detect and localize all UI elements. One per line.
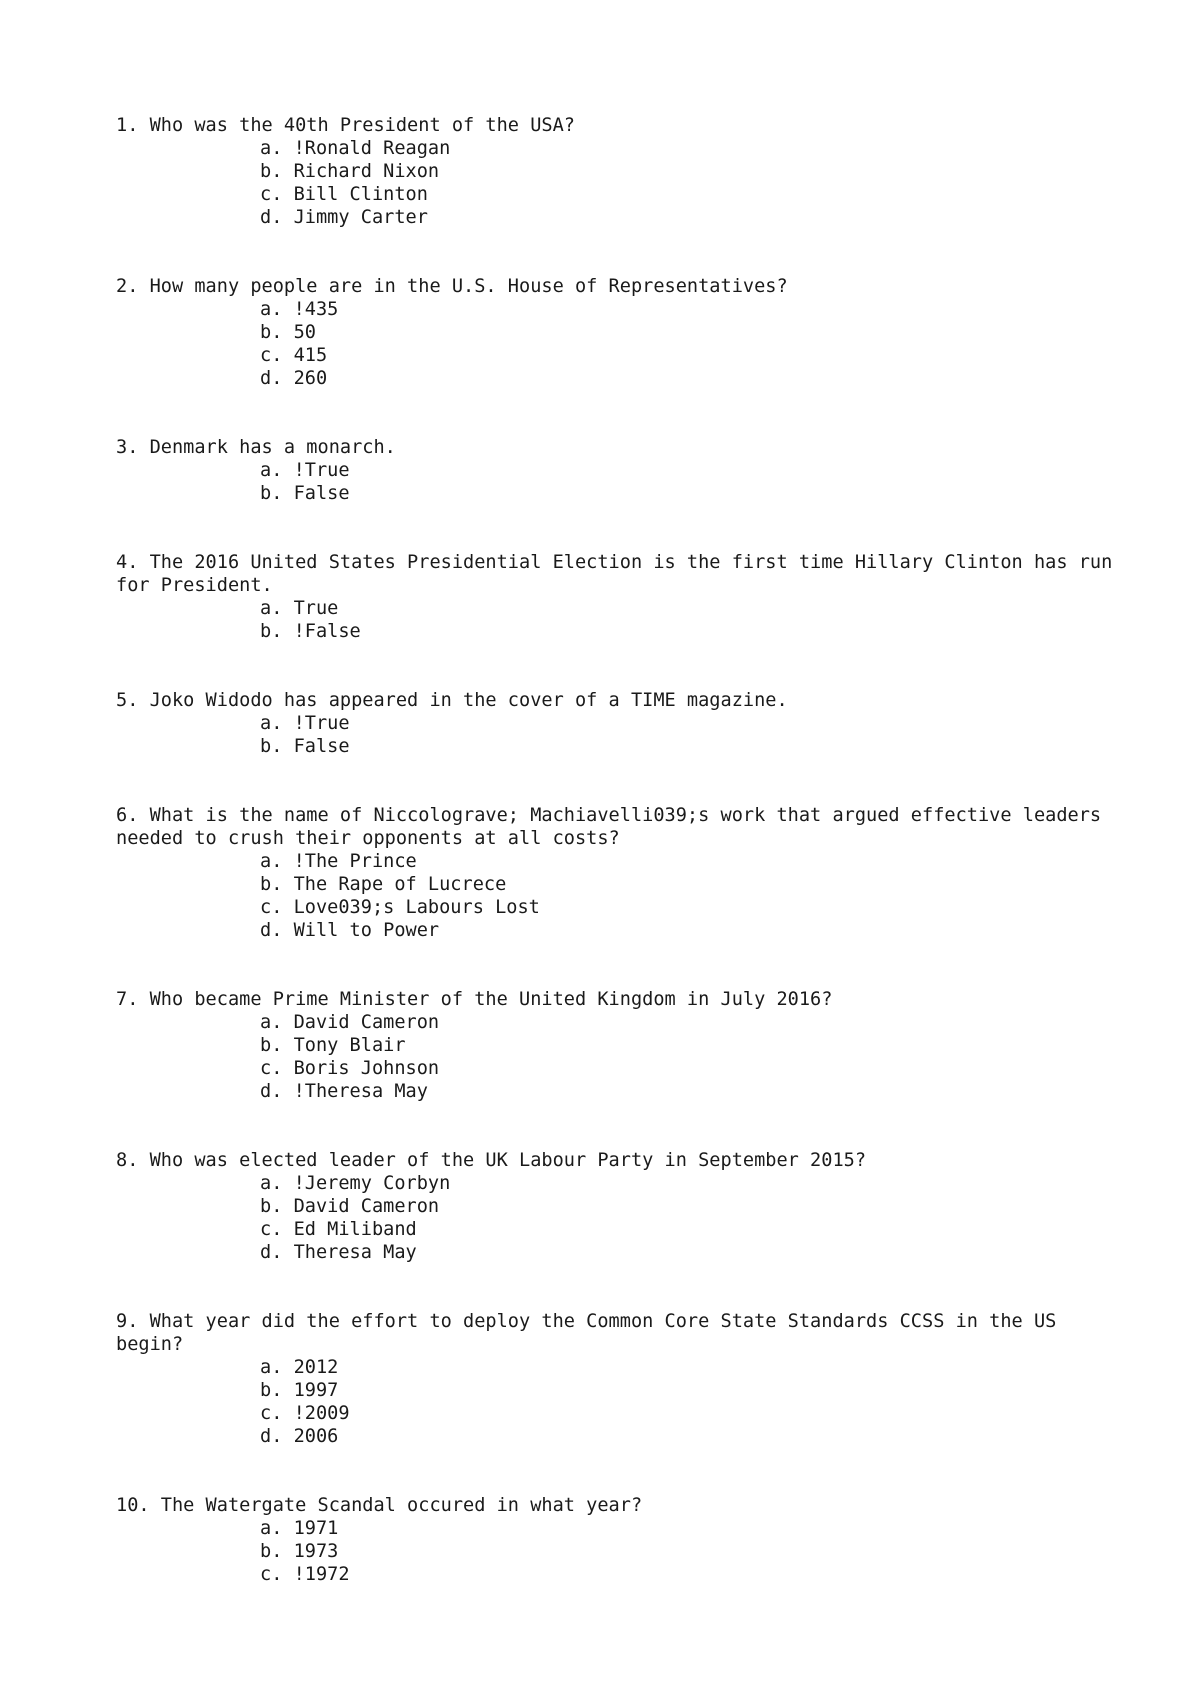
answer-options: [116, 1011, 1116, 1103]
answer-option: c. !1972: [260, 1564, 350, 1585]
answer-option: a. !The Prince: [260, 851, 417, 872]
answer-option: b. 1997: [260, 1380, 339, 1401]
answer-option: a. 1971: [260, 1518, 339, 1539]
answer-option: c. Ed Miliband: [260, 1219, 417, 1240]
question-7: [116, 988, 1116, 1103]
answer-option: b. Tony Blair: [260, 1035, 406, 1056]
question-text: 1. Who was the 40th President of the USA?: [116, 115, 575, 136]
answer-option: d. Will to Power: [260, 920, 440, 941]
question-text: 3. Denmark has a monarch.: [116, 437, 396, 458]
answer-option: a. !True: [260, 713, 350, 734]
question-2: [116, 275, 1116, 390]
question-1: [116, 114, 1116, 229]
answer-option: b. Richard Nixon: [260, 161, 440, 182]
question-list: [116, 114, 1124, 1632]
answer-option: b. !False: [260, 621, 361, 642]
answer-option: c. Boris Johnson: [260, 1058, 440, 1079]
answer-option: d. Theresa May: [260, 1242, 417, 1263]
question-9: [116, 1310, 1116, 1448]
answer-option: c. Bill Clinton: [260, 184, 428, 205]
answer-option: a. !Ronald Reagan: [260, 138, 451, 159]
answer-option: d. 2006: [260, 1426, 339, 1447]
answer-option: b. False: [260, 483, 350, 504]
answer-option: a. True: [260, 598, 339, 619]
question-text: 9. What year did the effort to deploy the Common Core State Standards CCSS in the US begin?: [116, 1311, 1068, 1355]
question-5: [116, 689, 1116, 758]
answer-options: [116, 459, 1116, 505]
answer-options: [116, 1172, 1116, 1264]
answer-option: a. !True: [260, 460, 350, 481]
answer-options: [116, 597, 1116, 643]
answer-option: a. 2012: [260, 1357, 339, 1378]
question-text: 5. Joko Widodo has appeared in the cover of a TIME magazine.: [116, 690, 788, 711]
answer-option: b. False: [260, 736, 350, 757]
answer-option: d. 260: [260, 368, 328, 389]
answer-options: [116, 1356, 1116, 1448]
question-text: 6. What is the name of Niccolograve; Machiavelli039;s work that argued effective leaders needed to crush their opponents at all costs?: [116, 805, 1113, 849]
answer-option: c. !2009: [260, 1403, 350, 1424]
answer-option: a. David Cameron: [260, 1012, 440, 1033]
answer-option: b. 1973: [260, 1541, 339, 1562]
answer-option: a. !435: [260, 299, 339, 320]
answer-options: [116, 298, 1116, 390]
question-6: [116, 804, 1116, 942]
answer-options: [116, 712, 1116, 758]
answer-option: c. Love039;s Labours Lost: [260, 897, 540, 918]
question-8: [116, 1149, 1116, 1264]
question-4: [116, 551, 1124, 643]
answer-options: [116, 1517, 1116, 1586]
question-text: 4. The 2016 United States Presidential Election is the first time Hillary Clinton has run for President.: [116, 552, 1124, 596]
answer-option: b. 50: [260, 322, 316, 343]
answer-option: b. The Rape of Lucrece: [260, 874, 507, 895]
question-text: 10. The Watergate Scandal occured in what year?: [116, 1495, 643, 1516]
answer-option: d. Jimmy Carter: [260, 207, 428, 228]
answer-options: [116, 850, 1116, 942]
answer-option: b. David Cameron: [260, 1196, 440, 1217]
question-text: 7. Who became Prime Minister of the United Kingdom in July 2016?: [116, 989, 833, 1010]
question-text: 2. How many people are in the U.S. House of Representatives?: [116, 276, 788, 297]
question-10: [116, 1494, 1116, 1586]
answer-option: a. !Jeremy Corbyn: [260, 1173, 451, 1194]
answer-option: d. !Theresa May: [260, 1081, 428, 1102]
answer-options: [116, 137, 1116, 229]
answer-option: c. 415: [260, 345, 328, 366]
question-3: [116, 436, 1116, 505]
question-text: 8. Who was elected leader of the UK Labour Party in September 2015?: [116, 1150, 867, 1171]
